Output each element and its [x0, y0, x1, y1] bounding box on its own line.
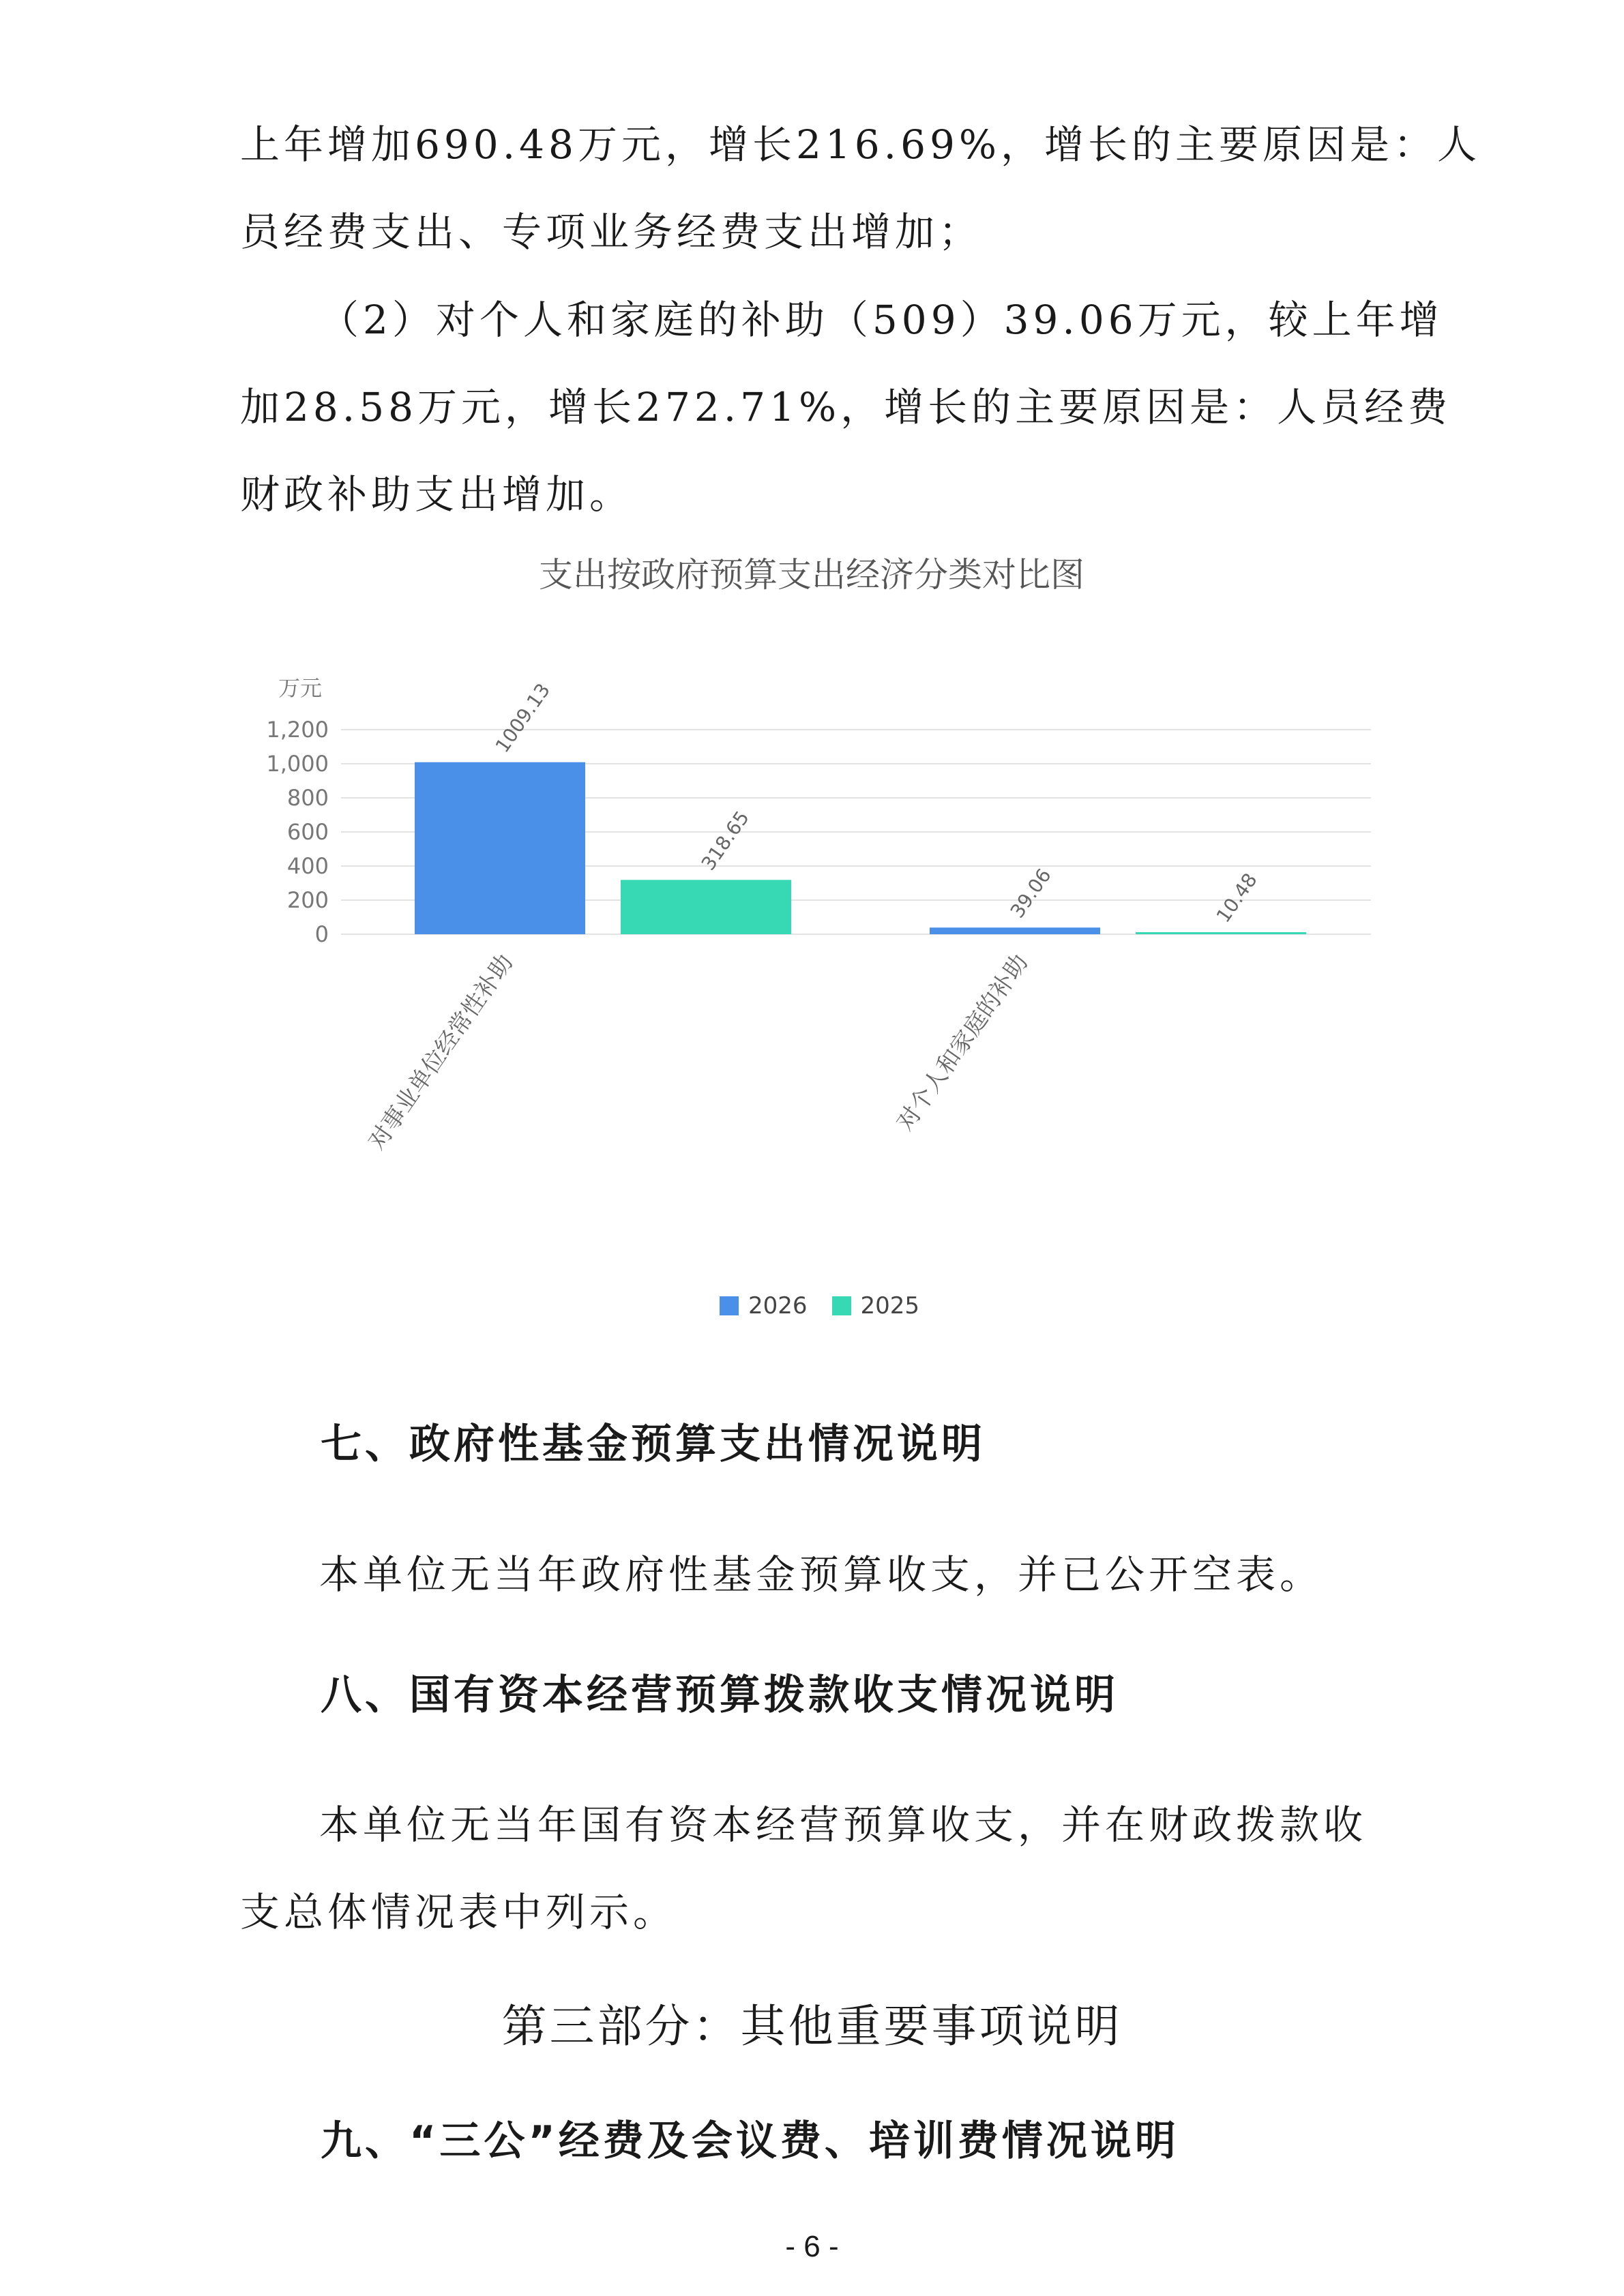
legend-item-2026[interactable]: [720, 1292, 808, 1320]
section-7-heading: 七、政府性基金预算支出情况说明: [321, 1420, 986, 1468]
x-category-label: 对事业单位经常性补助: [363, 949, 519, 1155]
section-8-body: [240, 1781, 1400, 1956]
x-category-label: 对个人和家庭的补助: [891, 949, 1034, 1136]
y-tick-label: 800: [286, 785, 329, 811]
expenditure-comparison-chart: [205, 539, 1419, 1282]
paragraph-household-subsidy: [240, 276, 1452, 538]
bar-2025[interactable]: [1136, 932, 1306, 934]
bar-value-label: 318.65: [696, 807, 754, 875]
bar-value-label: 39.06: [1005, 864, 1056, 923]
chart-legend: [720, 1292, 919, 1320]
y-tick-label: 0: [314, 921, 329, 947]
chart-title: 支出按政府预算支出经济分类对比图: [539, 555, 1084, 595]
legend-label: 2026: [748, 1292, 808, 1320]
page-number: - 6 -: [785, 2230, 839, 2263]
y-tick-label: 600: [286, 819, 329, 845]
chart-y-ticks: [266, 717, 329, 947]
paragraph-line: 本单位无当年政府性基金预算收支，并已公开空表。: [319, 1551, 1324, 1598]
paragraph-line: 上年增加690.48万元，增长216.69%，增长的主要原因是：人: [240, 121, 1481, 168]
paragraph-personnel-expenses: [240, 101, 1481, 275]
y-tick-label: 200: [286, 887, 329, 913]
chart-data-labels: [491, 679, 1262, 927]
legend-label: 2025: [860, 1292, 920, 1320]
part-3-title: 第三部分：其他重要事项说明: [501, 2000, 1123, 2053]
bar-2026[interactable]: [930, 927, 1100, 934]
paragraph-line: 财政补助支出增加。: [240, 471, 634, 518]
section-7-body: [240, 1531, 1400, 1618]
legend-swatch: [832, 1296, 851, 1315]
bar-2025[interactable]: [621, 880, 791, 934]
paragraph-line: （2）对个人和家庭的补助（509）39.06万元，较上年增: [319, 297, 1443, 343]
y-tick-label: 1,200: [266, 717, 329, 743]
paragraph-line: 支总体情况表中列示。: [240, 1889, 677, 1935]
section-8-heading: 八、国有资本经营预算拨款收支情况说明: [321, 1671, 1119, 1719]
bar-value-label: 10.48: [1211, 869, 1262, 927]
legend-item-2025[interactable]: [832, 1292, 920, 1320]
paragraph-line: 员经费支出、专项业务经费支出增加；: [240, 209, 983, 255]
chart-bars: [415, 762, 1306, 934]
paragraph-line: 本单位无当年国有资本经营预算收支，并在财政拨款收: [319, 1802, 1368, 1848]
paragraph-line: 加28.58万元，增长272.71%，增长的主要原因是：人员经费: [240, 384, 1452, 430]
chart-x-categories: [364, 949, 1034, 1154]
bar-2026[interactable]: [415, 762, 585, 934]
y-tick-label: 400: [286, 853, 329, 879]
y-tick-label: 1,000: [266, 751, 329, 777]
legend-swatch: [720, 1296, 739, 1315]
chart-y-axis-label: 万元: [278, 675, 323, 701]
bar-value-label: 1009.13: [490, 679, 555, 757]
section-9-heading: 九、“三公”经费及会议费、培训费情况说明: [321, 2117, 1179, 2165]
